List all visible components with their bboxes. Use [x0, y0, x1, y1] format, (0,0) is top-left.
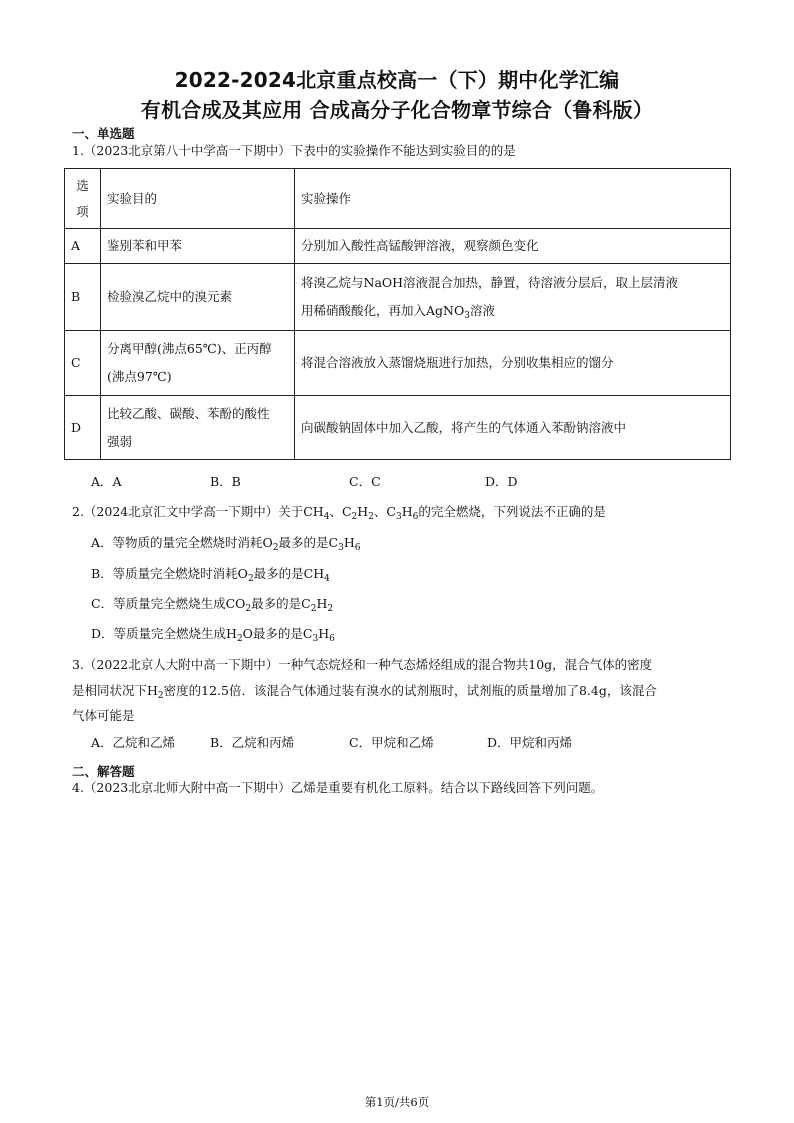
row-operation-line-2 [301, 297, 724, 325]
subscript: 2 [310, 604, 317, 614]
option-text: 最多的是C [251, 596, 311, 611]
q3-stem-line-3: 气体可能是 [72, 708, 135, 723]
q2-stem-text: H [401, 504, 413, 519]
table-row [65, 229, 731, 264]
row-purpose [101, 331, 295, 396]
row-purpose: 检验溴乙烷中的溴元素 [101, 264, 295, 331]
subscript: 6 [329, 634, 335, 644]
option-text: 最多的是C [278, 535, 339, 550]
subscript: 2 [272, 543, 279, 553]
row-option: D [65, 396, 101, 460]
table-row [65, 396, 731, 460]
header-purpose: 实验目的 [101, 169, 295, 229]
option-text: O最多的是C [242, 626, 313, 641]
header-option-char-2: 项 [76, 203, 89, 219]
option-text: C．等质量完全燃烧生成CO [91, 596, 246, 611]
table-row [65, 331, 731, 396]
q2-stem-text: 、C [373, 504, 396, 519]
row-operation: 向碳酸钠固体中加入乙酸，将产生的气体通入苯酚钠溶液中 [295, 396, 731, 460]
table-row [65, 264, 731, 331]
q2-stem-text: H [357, 504, 369, 519]
header-operation: 实验操作 [295, 169, 731, 229]
row-purpose-line-1: 比较乙酸、碳酸、苯酚的酸性 [107, 405, 270, 421]
subscript: 6 [412, 512, 419, 522]
subscript: 6 [354, 543, 361, 553]
subscript: 2 [236, 634, 243, 644]
q3-stem-text: 是相同状况下H [72, 683, 158, 698]
op-text: 溶液 [469, 303, 495, 318]
header-option-char-1: 选 [76, 177, 89, 193]
row-purpose-line-2: 强弱 [107, 433, 133, 449]
header-option [65, 169, 101, 229]
row-operation-line-1: 将溴乙烷与NaOH溶液混合加热，静置，待溶液分层后，取上层清液 [301, 275, 679, 290]
option-text: H [316, 596, 328, 611]
option-text: B．等质量完全燃烧时消耗O [91, 566, 248, 581]
q1-stem: 1.（2023北京第八十中学高一下期中）下表中的实验操作不能达到实验目的的是 [72, 143, 516, 158]
row-option: B [65, 264, 101, 331]
q2-stem-text: 、C [329, 504, 352, 519]
q2-stem [72, 504, 606, 520]
option-text: H [343, 535, 355, 550]
choice-a[interactable]: A．A [91, 474, 122, 489]
q2-option-a[interactable] [91, 535, 360, 551]
q2-stem-text: 2.（2024北京汇文中学高一下期中）关于CH [72, 504, 324, 519]
q3-stem-text: 密度的12.5倍．该混合气体通过装有溴水的试剂瓶时，试剂瓶的质量增加了8.4g，该混合 [163, 683, 657, 698]
row-operation [295, 264, 731, 331]
choice-a[interactable]: A．乙烷和乙烯 [91, 735, 176, 750]
choice-c[interactable]: C．甲烷和乙烯 [349, 735, 434, 750]
subscript: 2 [157, 691, 164, 701]
title-line-1: 2022-2024北京重点校高一（下）期中化学汇编 [174, 68, 620, 92]
q3-stem-line-1: 3.（2022北京人大附中高一下期中）一种气态烷烃和一种气态烯烃组成的混合物共10g，混合气体的密度 [72, 657, 653, 672]
row-operation: 分别加入酸性高锰酸钾溶液，观察颜色变化 [295, 229, 731, 264]
q2-stem-text: 的完全燃烧，下列说法不正确的是 [418, 504, 606, 519]
q2-option-b[interactable] [91, 566, 330, 582]
option-text: D．等质量完全燃烧生成H [91, 626, 237, 641]
choice-b[interactable]: B．乙烷和丙烯 [210, 735, 295, 750]
op-text: 用稀硝酸酸化，再加入AgNO [301, 303, 465, 318]
section-heading-answer: 二、解答题 [72, 764, 135, 779]
choice-d[interactable]: D．D [485, 474, 518, 489]
subscript: 3 [338, 543, 344, 553]
option-text: 最多的是CH [253, 566, 325, 581]
option-text: A．等物质的量完全燃烧时消耗O [91, 535, 273, 550]
choice-b[interactable]: B．B [210, 474, 241, 489]
q2-option-c[interactable] [91, 596, 333, 612]
subscript: 4 [324, 574, 330, 584]
row-purpose-line-2: (沸点97℃) [107, 369, 172, 384]
subscript: 4 [323, 512, 330, 522]
choice-c[interactable]: C．C [349, 474, 381, 489]
row-operation: 将混合溶液放入蒸馏烧瓶进行加热，分别收集相应的馏分 [295, 331, 731, 396]
q2-option-d[interactable] [91, 626, 335, 642]
title-line-2: 有机合成及其应用 合成高分子化合物章节综合（鲁科版） [140, 98, 654, 122]
subscript: 2 [351, 512, 358, 522]
experiment-table [64, 168, 731, 460]
subscript: 2 [245, 604, 252, 614]
subscript: 3 [395, 512, 402, 522]
subscript: 2 [327, 604, 334, 614]
table-header-row [65, 169, 731, 229]
row-purpose: 鉴别苯和甲苯 [101, 229, 295, 264]
subscript: 2 [247, 574, 254, 584]
row-option: C [65, 331, 101, 396]
section-heading-single-choice: 一、单选题 [72, 126, 135, 141]
subscript: 2 [368, 512, 374, 522]
row-option: A [65, 229, 101, 264]
choice-d[interactable]: D．甲烷和丙烯 [487, 735, 573, 750]
subscript: 3 [312, 634, 319, 644]
q3-stem-line-2 [72, 683, 657, 699]
option-text: H [318, 626, 330, 641]
q4-stem: 4.（2023北京北师大附中高一下期中）乙烯是重要有机化工原料。结合以下路线回答下列问题。 [72, 780, 604, 795]
page-number-footer: 第1页/共6页 [364, 1095, 430, 1109]
subscript: 3 [464, 311, 470, 321]
row-purpose [101, 396, 295, 460]
row-purpose-line-1: 分离甲醇(沸点65℃)、正丙醇 [107, 341, 272, 356]
